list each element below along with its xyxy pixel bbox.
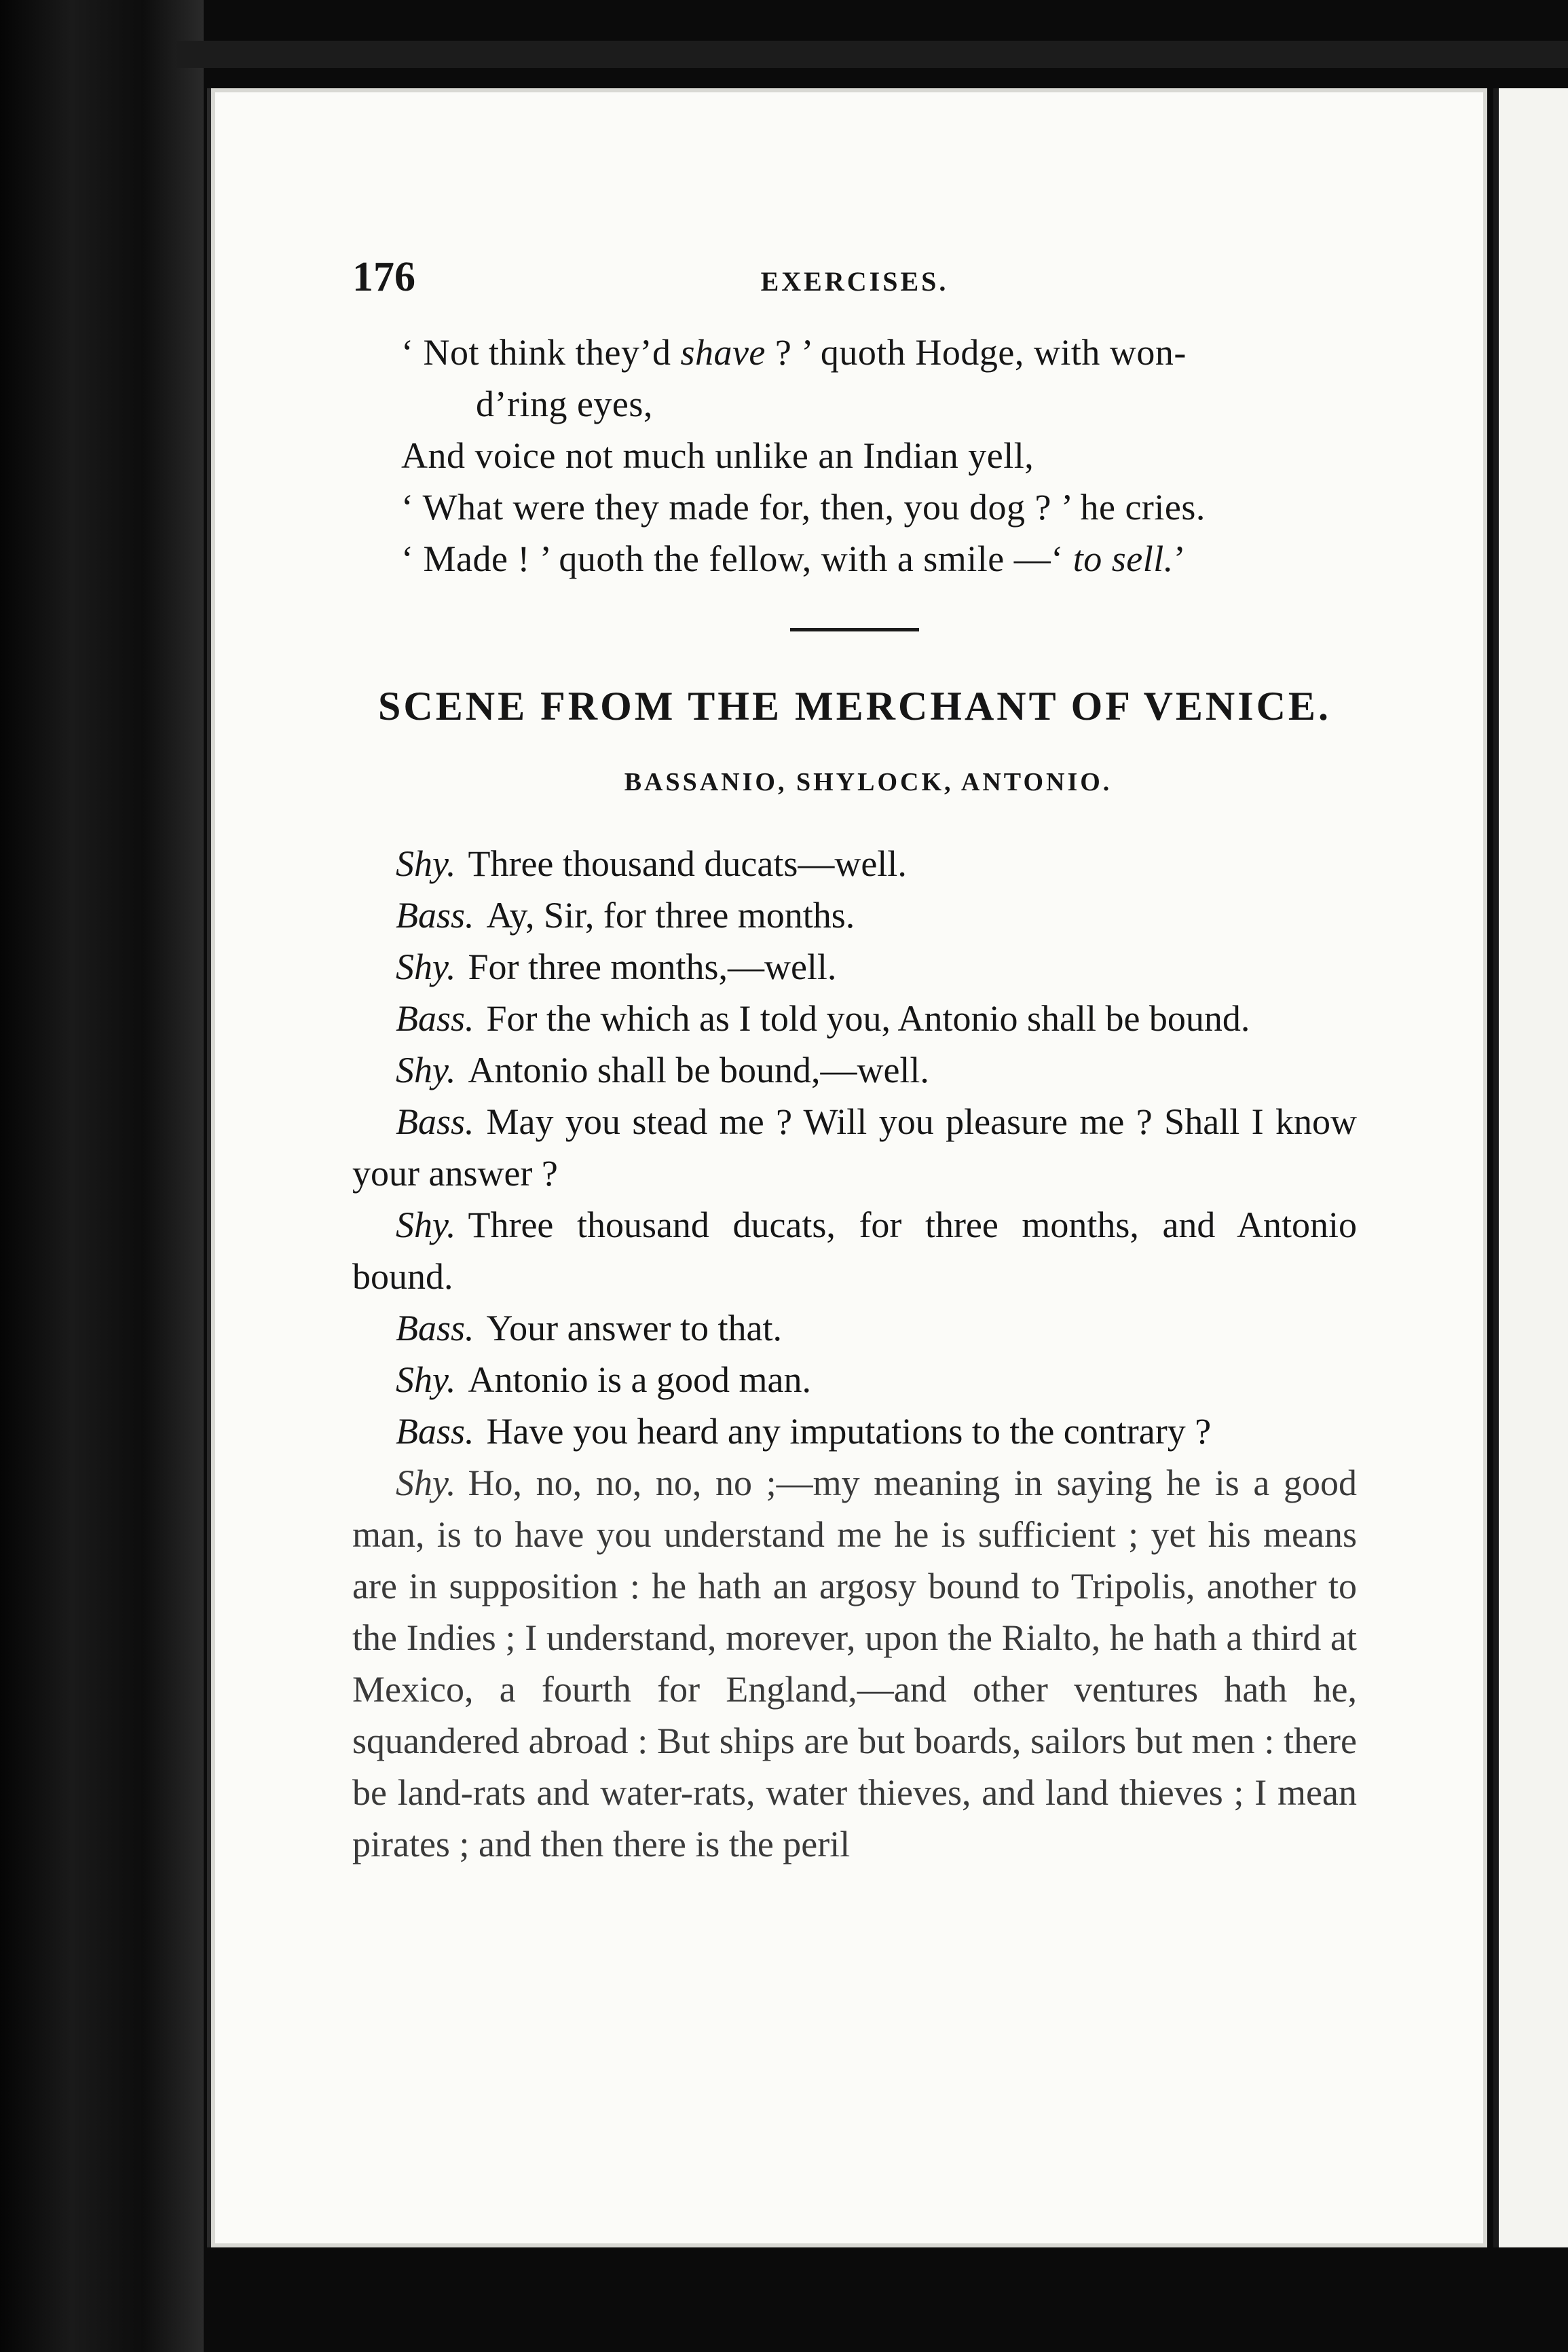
speech-text: Antonio shall be bound,—well. xyxy=(468,1050,929,1090)
speech xyxy=(352,1354,1357,1405)
page-header xyxy=(352,251,1357,308)
poem-line: And voice not much unlike an Indian yell, xyxy=(401,435,1034,476)
speech xyxy=(352,1096,1357,1199)
speaker-name: Bass. xyxy=(396,1101,474,1142)
speech-text: For three months,—well. xyxy=(468,947,837,987)
page-number: 176 xyxy=(352,254,415,300)
book-page xyxy=(207,88,1487,2247)
speech xyxy=(352,1302,1357,1354)
speech xyxy=(352,838,1357,889)
speaker-name: Bass. xyxy=(396,1411,474,1452)
speech-text: Antonio is a good man. xyxy=(468,1359,811,1400)
speech xyxy=(352,1199,1357,1302)
speech xyxy=(352,889,1357,941)
speech-text: Ay, Sir, for three months. xyxy=(486,895,855,936)
speech-text: Three thousand ducats, for three months, and Antonio bound. xyxy=(352,1205,1357,1297)
running-head: EXERCISES. xyxy=(760,266,949,297)
poem-italic-phrase: to sell. xyxy=(1072,538,1174,579)
speaker-name: Shy. xyxy=(396,1205,456,1245)
poem-excerpt xyxy=(352,327,1357,585)
speaker-name: Bass. xyxy=(396,895,474,936)
speech xyxy=(352,1457,1357,1870)
dialogue xyxy=(352,838,1357,1870)
speech xyxy=(352,993,1357,1044)
scene-title: SCENE FROM THE MERCHANT OF VENICE. xyxy=(378,684,1331,729)
speech xyxy=(352,1044,1357,1096)
poem-italic-word: shave xyxy=(680,332,766,373)
speaker-name: Bass. xyxy=(396,998,474,1039)
speech-text: For the which as I told you, Antonio shall be bound. xyxy=(486,998,1250,1039)
speaker-name: Shy. xyxy=(396,947,456,987)
adjacent-page-edge xyxy=(1493,88,1568,2247)
speaker-name: Shy. xyxy=(396,1463,456,1503)
page-content xyxy=(352,251,1357,1870)
speaker-name: Shy. xyxy=(396,843,456,884)
section-divider xyxy=(790,628,919,631)
poem-line: ‘ Made ! ’ quoth the fellow, with a smile —‘ to sell.’ xyxy=(401,538,1187,579)
dramatis-personae: BASSANIO, SHYLOCK, ANTONIO. xyxy=(624,768,1113,796)
speaker-name: Bass. xyxy=(396,1308,474,1348)
speech-text: Three thousand ducats—well. xyxy=(468,843,907,884)
speaker-name: Shy. xyxy=(396,1050,456,1090)
speech xyxy=(352,941,1357,993)
speech-text: Your answer to that. xyxy=(486,1308,782,1348)
speech xyxy=(352,1405,1357,1457)
speech-text: Ho, no, no, no, no ;—my meaning in saying he is a good man, is to have you understand me he is sufficient ; yet his means are in supposition : he hath an argosy bound to Tripolis, another to the Indies ; I understand, morever, upon the Rialto, he hath a third at Mexico, a fourth for England,—and other ventures hath he, squandered abroad : But ships are but boards, sailors but men : there be land-rats and water-rats, water thieves, and land thieves ; I mean pirates ; and then there is the peril xyxy=(352,1463,1357,1864)
speech-text: Have you heard any imputations to the contrary ? xyxy=(486,1411,1212,1452)
poem-line-turnover: d’ring eyes, xyxy=(476,384,653,424)
poem-line: ‘ Not think they’d shave ? ’ quoth Hodge, with won- xyxy=(401,332,1187,373)
speaker-name: Shy. xyxy=(396,1359,456,1400)
scan-border-top xyxy=(176,41,1568,68)
poem-line: ‘ What were they made for, then, you dog ? ’ he cries. xyxy=(401,487,1206,528)
scan-border-left xyxy=(0,0,204,2352)
speech-text: May you stead me ? Will you pleasure me ? Shall I know your answer ? xyxy=(352,1101,1357,1194)
